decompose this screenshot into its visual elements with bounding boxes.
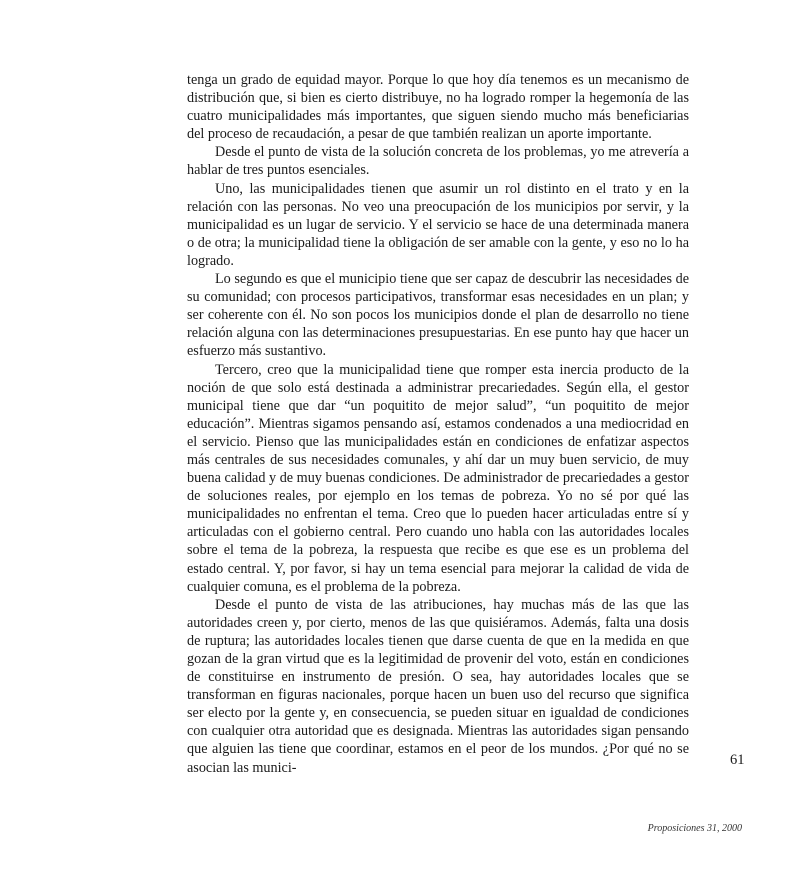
body-text [187, 71, 689, 777]
paragraph-2: Desde el punto de vista de la solución concreta de los problemas, yo me atrevería a hablar de tres puntos esenciales. [187, 144, 689, 179]
paragraph-3: Uno, las municipalidades tienen que asumir un rol distinto en el trato y en la relación con las personas. No veo una preocupación de los municipios por servir, y la municipalidad es un lugar de servicio. Y el servicio se hace de una determinada manera o de otra; la municipalidad tiene la obligación de ser amable con la gente, y eso no lo ha logrado. [187, 180, 689, 269]
paragraph-1: tenga un grado de equidad mayor. Porque lo que hoy día tenemos es un mecanismo de distribución que, si bien es cierto distribuye, no ha logrado romper la hegemonía de las cuatro municipalidades más importantes, que siguen siendo mucho más beneficiarias del proceso de recaudación, a pesar de que también realizan un aporte importante. [187, 72, 689, 143]
paragraph-4: Lo segundo es que el municipio tiene que ser capaz de descubrir las necesidades de su comunidad; con procesos participativos, transformar esas necesidades en un plan; y ser coherente con él. No son pocos los municipios donde el plan de desarrollo no tiene relación alguna con las determinaciones presupuestarias. En ese punto hay que hacer un esfuerzo más sustantivo. [187, 271, 689, 360]
page-number: 61 [730, 752, 745, 768]
paragraph-5: Tercero, creo que la municipalidad tiene que romper esta inercia producto de la noción de que solo está destinada a administrar precariedades. Según ella, el gestor municipal tiene que dar “un poquitito de mejor salud”, “un poquitito de mejor educación”. Mientras sigamos pensando así, estamos condenados a una mediocridad en el servicio. Pienso que las municipalidades están en condiciones de enfatizar aspectos más centrales de sus necesidades comunales, y ahí dar un muy buen servicio, de muy buena calidad y de muy buenas condiciones. De administrador de precariedades a gestor de soluciones reales, por ejemplo en los temas de pobreza. Yo no sé por qué las municipalidades no enfrentan el tema. Creo que lo pueden hacer articuladas entre sí y articuladas con el gobierno central. Pero cuando uno habla con las autoridades locales sobre el tema de la pobreza, la respuesta que recibe es que ese es un problema del estado central. Y, por favor, si hay un tema esencial para mejorar la calidad de vida de cualquier comuna, es el problema de la pobreza. [187, 361, 689, 595]
running-footer: Proposiciones 31, 2000 [647, 823, 742, 834]
paragraph-6: Desde el punto de vista de las atribuciones, hay muchas más de las que las autoridades creen y, por cierto, menos de las que quisiéramos. Además, falta una dosis de ruptura; las autoridades locales tienen que darse cuenta de que en la medida en que gozan de la gran virtud que es la legitimidad de provenir del voto, están en condiciones de constituirse en instrumento de presión. O sea, hay autoridades locales que se transforman en figuras nacionales, porque hacen un buen uso del recurso que significa ser electo por la gente y, en consecuencia, se pueden situar en igualdad de condiciones con cualquier otra autoridad que es designada. Mientras las autoridades sigan pensando que alguien las tiene que coordinar, estamos en el peor de los mundos. ¿Por qué no se asocian las munici- [187, 596, 689, 776]
